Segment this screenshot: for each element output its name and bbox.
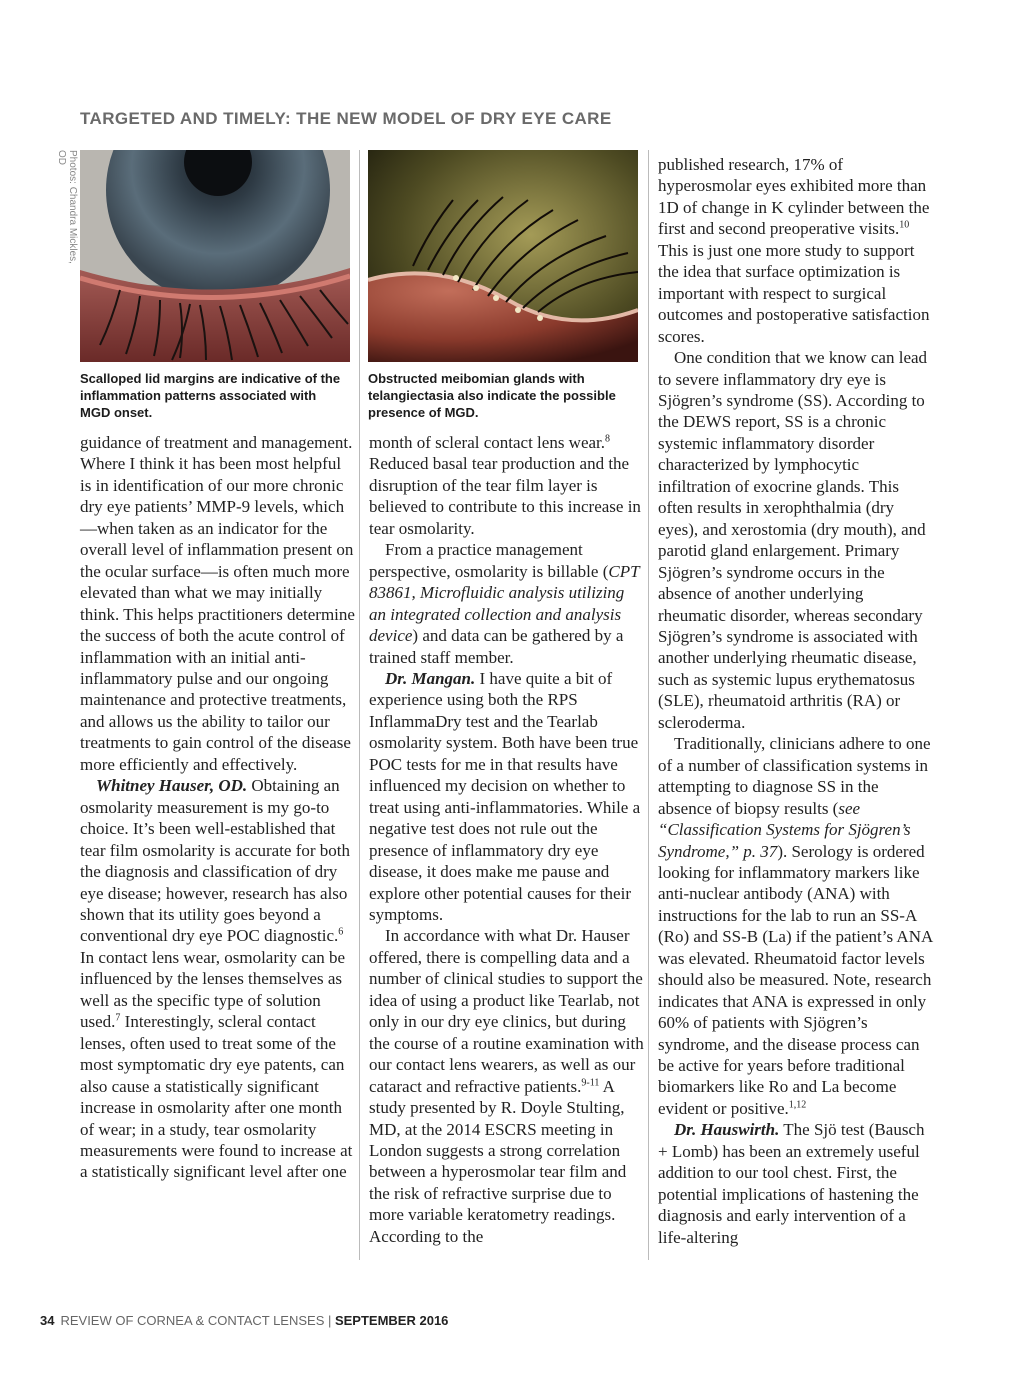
body-text: Interestingly, scleral contact lenses, often used to treat some of the most symptomatic dry eye patents, can also cause a statistically significant increase in osmolarity after one month of wear; in a study, tear osmolarity measurements were found to increase at a statistically significant level after one <box>80 1012 353 1182</box>
body-text: Traditionally, clinicians adhere to one of a number of classification systems in attempting to diagnose SS in the absence of biopsy results ( <box>658 734 931 818</box>
body-text: This is just one more study to support the idea that surface optimization is important with respect to surgical outcomes and postoperative satisfaction scores. <box>658 240 930 346</box>
body-paragraph <box>369 432 644 539</box>
body-text: Reduced basal tear production and the disruption of the tear film layer is believed to contribute to this increase in tear osmolarity. <box>369 454 641 538</box>
eye-closeup-image <box>80 150 350 362</box>
body-text: ) and data can be gathered by a trained staff member. <box>369 626 624 667</box>
column-divider <box>648 150 649 1260</box>
reference-marker: 8 <box>605 433 611 445</box>
speaker-name: Dr. Hauswirth. <box>674 1120 780 1140</box>
body-paragraph <box>369 539 644 668</box>
figure-caption-2: Obstructed meibomian glands with telangiectasia also indicate the possible presence of MGD. <box>368 371 616 420</box>
figure-caption-1: Scalloped lid margins are indicative of the inflammation patterns associated with MGD onset. <box>80 371 341 420</box>
speaker-name: Dr. Mangan. <box>385 668 476 688</box>
section-header: TARGETED AND TIMELY: THE NEW MODEL OF DRY EYE CARE <box>80 109 612 128</box>
page-footer <box>40 1313 448 1328</box>
body-text: I have quite a bit of experience using both the RPS InflammaDry test and the Tearlab osmolarity system. Both have been true POC tests for me in that results have influenced my decision on whether to treat using anti-inflammatories. While a negative test does not rule out the presence of inflammatory dry eye disease, it does make me pause and explore other potential causes for their symptoms. <box>369 668 641 924</box>
body-text: ). Serology is ordered looking for inflammatory markers like anti-nuclear antibody (ANA) with instructions for the lab to run an SS-A (Ro) and SS-B (La) if the patient’s ANA was elevated. Rheumatoid factor levels should also be measured. Note, research indicates that ANA is expressed in only 60% of patients with Sjögren’s syndrome, and the disease process can be active for years before traditional biomarkers like Ro and La become evident or positive. <box>658 841 933 1118</box>
reference-marker: 1,12 <box>788 1099 807 1111</box>
body-paragraph <box>80 775 355 1183</box>
page-number: 34 <box>40 1313 55 1328</box>
article-column-2 <box>369 432 644 1247</box>
body-text: Obtaining an osmolarity measurement is my go-to choice. It’s been well-established that tear film osmolarity is accurate for both the diagnosis and classification of dry eye disease; however, research has also shown that its utility goes beyond a conventional dry eye POC diagnostic. <box>80 776 351 946</box>
photo-credit: Photos: Chandra Mickles, OD <box>56 150 78 264</box>
body-text: In accordance with what Dr. Hauser offered, there is compelling data and a number of clinical studies to support the idea of using a product like Tearlab, not only in our dry eye clinics, but during the course of a routine examination with our contact lens wearers, as well as our cataract and refractive patients. <box>369 926 644 1096</box>
speaker-name: Whitney Hauser, OD. <box>96 776 248 796</box>
body-text: guidance of treatment and management. Where I think it has been most helpful is in identification of our more chronic dry eye patients’ MMP-9 levels, which—when taken as an indicator for the overall level of inflammation present on the ocular surface—is often much more elevated than what we may initially think. This helps practitioners determine the success of both the acute control of inflammation with an initial anti-inflammatory pulse and our ongoing maintenance and protective treatments, and allows us the ability to tailor our treatments to gain control of the disease more efficiently and effectively. <box>80 433 355 774</box>
body-paragraph <box>80 432 355 775</box>
body-text: In contact lens wear, osmolarity can be influenced by the lenses themselves as well as the specific type of solution used. <box>80 947 346 1032</box>
italic-text: see “Classification Systems for Sjögren’s Syndrome,” p. 37 <box>658 798 911 861</box>
reference-marker: 9-11 <box>581 1076 600 1088</box>
publication-name: REVIEW OF CORNEA & CONTACT LENSES | <box>60 1313 335 1328</box>
reference-marker: 7 <box>115 1012 121 1024</box>
column-divider <box>359 150 360 1260</box>
body-text: One condition that we know can lead to severe inflammatory dry eye is Sjögren’s syndrome (SS). According to the DEWS report, SS is a chronic systemic inflammatory disorder characterized by lymphocytic infiltration of exocrine glands. This often results in xerophthalmia (dry eyes), and xerostomia (dry mouth), and parotid gland enlargement. Primary Sjögren’s syndrome occurs in the absence of another underlying rheumatic disorder, whereas secondary Sjögren’s syndrome is associated with another underlying rheumatic disease, such as systemic lupus erythematosus (SLE), rheumatoid arthritis (RA) or scleroderma. <box>658 348 928 732</box>
body-paragraph <box>658 1119 933 1248</box>
body-paragraph <box>658 347 933 733</box>
body-paragraph <box>658 154 933 347</box>
body-paragraph <box>369 925 644 1247</box>
body-text: month of scleral contact lens wear. <box>369 433 606 452</box>
figure-photo-meibomian-glands <box>368 150 638 362</box>
reference-marker: 10 <box>899 219 910 231</box>
article-column-3 <box>658 154 933 1248</box>
lid-closeup-image <box>368 150 638 362</box>
body-text: The Sjö test (Bausch + Lomb) has been an extremely useful addition to our tool chest. First, the potential implications of hastening the diagnosis and early intervention of a life-altering <box>658 1120 925 1247</box>
body-text: published research, 17% of hyperosmolar eyes exhibited more than 1D of change in K cylinder between the first and second preoperative visits. <box>658 155 930 239</box>
body-paragraph <box>369 668 644 925</box>
figure-photo-lid-margin <box>80 150 350 362</box>
body-text: From a practice management perspective, osmolarity is billable ( <box>369 540 609 581</box>
issue-date: SEPTEMBER 2016 <box>334 1313 449 1328</box>
italic-text: CPT 83861, Microfluidic analysis utilizing an integrated collection and analysis device <box>369 561 640 646</box>
body-paragraph <box>658 733 933 1119</box>
body-text: A study presented by R. Doyle Stulting, MD, at the 2014 ESCRS meeting in London suggests a strong correlation between a hyperosmolar tear film and the risk of refractive surprise due to more variable keratometry readings. According to the <box>369 1076 627 1246</box>
article-column-1 <box>80 432 355 1183</box>
reference-marker: 6 <box>338 926 344 938</box>
